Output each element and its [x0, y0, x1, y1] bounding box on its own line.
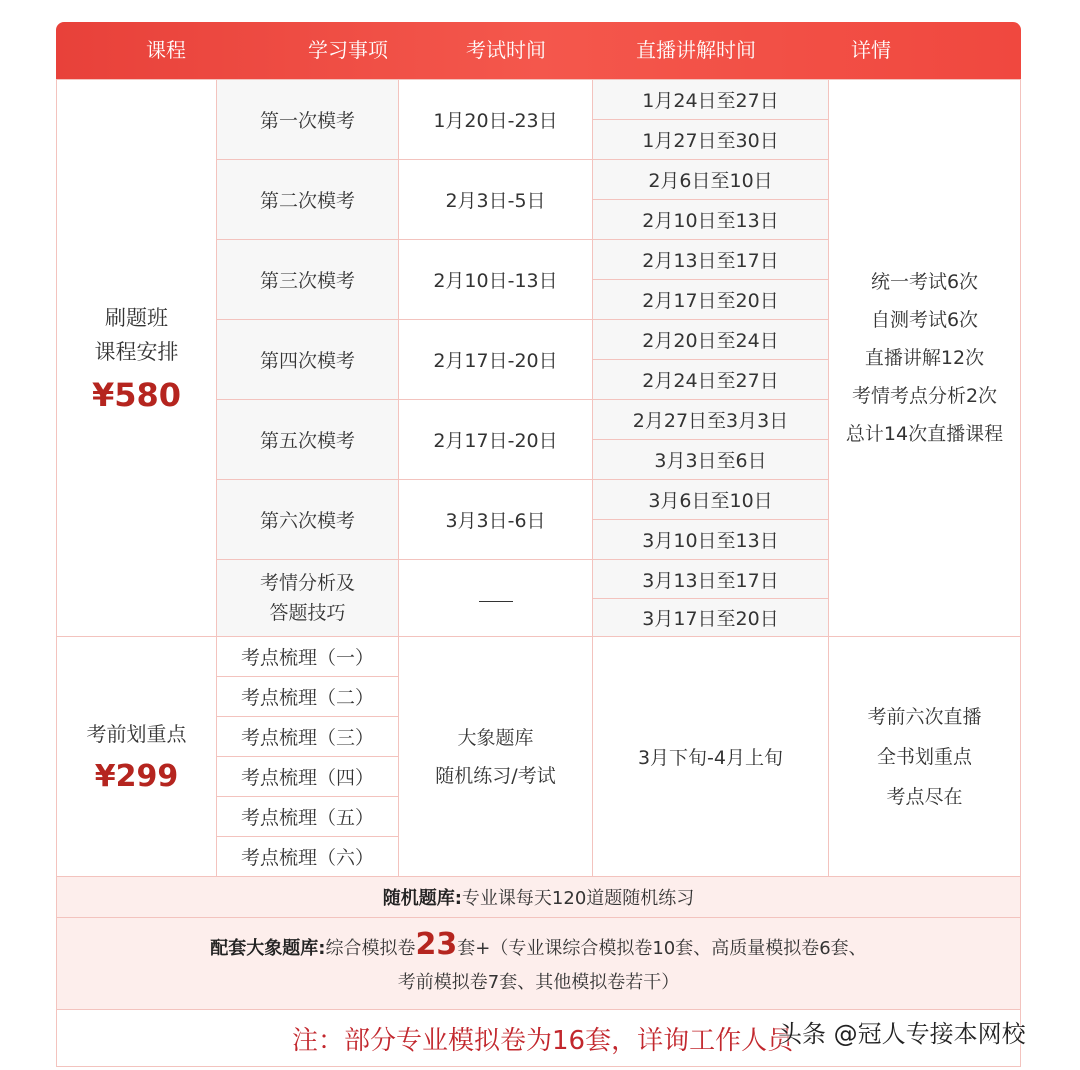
exam-line2: 随机练习/考试 [435, 764, 556, 787]
exam-time: 1月20日-23日 [398, 79, 593, 160]
elephant-bank-count: 23 [415, 926, 458, 962]
course-price: ¥299 [94, 758, 179, 794]
live-time: 3月13日至17日 [592, 559, 829, 599]
detail-line: 考情考点分析2次 [851, 385, 998, 407]
study-item: 第二次模考 [216, 159, 399, 240]
elephant-bank-line2: 考前模拟卷7套、其他模拟卷若干） [397, 971, 680, 993]
exam-time: 3月3日-6日 [398, 479, 593, 560]
keypoint-item: 考点梳理（二） [216, 676, 399, 717]
elephant-bank-text-pre: 综合模拟卷 [325, 937, 416, 959]
detail-line: 全书划重点 [876, 745, 972, 768]
keypoint-item: 考点梳理（三） [216, 716, 399, 757]
live-time: 2月10日至13日 [592, 199, 829, 240]
detail-line: 总计14次直播课程 [845, 423, 1004, 445]
live-time: 2月24日至27日 [592, 359, 829, 400]
study-item: 第六次模考 [216, 479, 399, 560]
course-name-line1: 刷题班 [105, 306, 168, 330]
study-item: 第四次模考 [216, 319, 399, 400]
study-item: 第五次模考 [216, 399, 399, 480]
live-time: 1月27日至30日 [592, 119, 829, 160]
exam-time: 2月10日-13日 [398, 239, 593, 320]
course-cell-keypoints [56, 636, 217, 877]
detail-line: 统一考试6次 [870, 271, 979, 293]
exam-time: 2月3日-5日 [398, 159, 593, 240]
course-price: ¥580 [91, 376, 182, 414]
keypoint-item: 考点梳理（六） [216, 836, 399, 877]
live-time: 3月3日至6日 [592, 439, 829, 480]
exam-cell-keypoints [398, 636, 593, 877]
live-time: 2月17日至20日 [592, 279, 829, 320]
header-course: 课程 [146, 38, 186, 62]
random-bank-label: 随机题库: [382, 888, 462, 909]
keypoint-item: 考点梳理（五） [216, 796, 399, 837]
detail-line: 考点尽在 [886, 785, 963, 808]
watermark: 头条 @冠人专接本网校 [778, 1020, 1026, 1048]
live-time: 2月6日至10日 [592, 159, 829, 200]
dash-placeholder [479, 601, 513, 602]
header-study-items: 学习事项 [308, 38, 388, 62]
elephant-bank-row [56, 917, 1021, 1010]
study-item: 第一次模考 [216, 79, 399, 160]
live-time: 3月17日至20日 [592, 598, 829, 637]
study-item-line2: 答题技巧 [269, 602, 346, 624]
keypoint-item: 考点梳理（一） [216, 636, 399, 677]
course-name: 考前划重点 [86, 721, 187, 746]
live-time: 2月13日至17日 [592, 239, 829, 280]
study-item: 第三次模考 [216, 239, 399, 320]
live-cell-keypoints: 3月下旬-4月上旬 [592, 636, 829, 877]
detail-line: 自测考试6次 [870, 309, 979, 331]
elephant-bank-text-post: 套+（专业课综合模拟卷10套、高质量模拟卷6套、 [457, 937, 867, 959]
live-time: 1月24日至27日 [592, 79, 829, 120]
detail-line: 考前六次直播 [867, 705, 982, 728]
course-name-line2: 课程安排 [94, 340, 179, 364]
course-cell-practice [56, 79, 217, 637]
elephant-bank-label: 配套大象题库: [210, 937, 326, 959]
header-details: 详情 [851, 38, 891, 62]
live-time: 3月6日至10日 [592, 479, 829, 520]
detail-line: 直播讲解12次 [864, 347, 985, 369]
live-time: 3月10日至13日 [592, 519, 829, 560]
keypoint-item: 考点梳理（四） [216, 756, 399, 797]
details-cell-practice [828, 79, 1021, 637]
details-cell-keypoints [828, 636, 1021, 877]
table-header [56, 22, 1021, 79]
live-time: 2月27日至3月3日 [592, 399, 829, 440]
header-exam-time: 考试时间 [466, 38, 546, 62]
header-live-time: 直播讲解时间 [636, 38, 756, 62]
study-item-line1: 考情分析及 [259, 572, 355, 594]
exam-time-none [398, 559, 593, 637]
random-bank-row [56, 876, 1021, 918]
exam-line1: 大象题库 [457, 726, 534, 749]
note-text: 注：部分专业模拟卷为16套，详询工作人员 [292, 1025, 794, 1056]
exam-time: 2月17日-20日 [398, 399, 593, 480]
live-time: 2月20日至24日 [592, 319, 829, 360]
random-bank-text: 专业课每天120道题随机练习 [461, 888, 695, 909]
exam-time: 2月17日-20日 [398, 319, 593, 400]
study-item-analysis [216, 559, 399, 637]
